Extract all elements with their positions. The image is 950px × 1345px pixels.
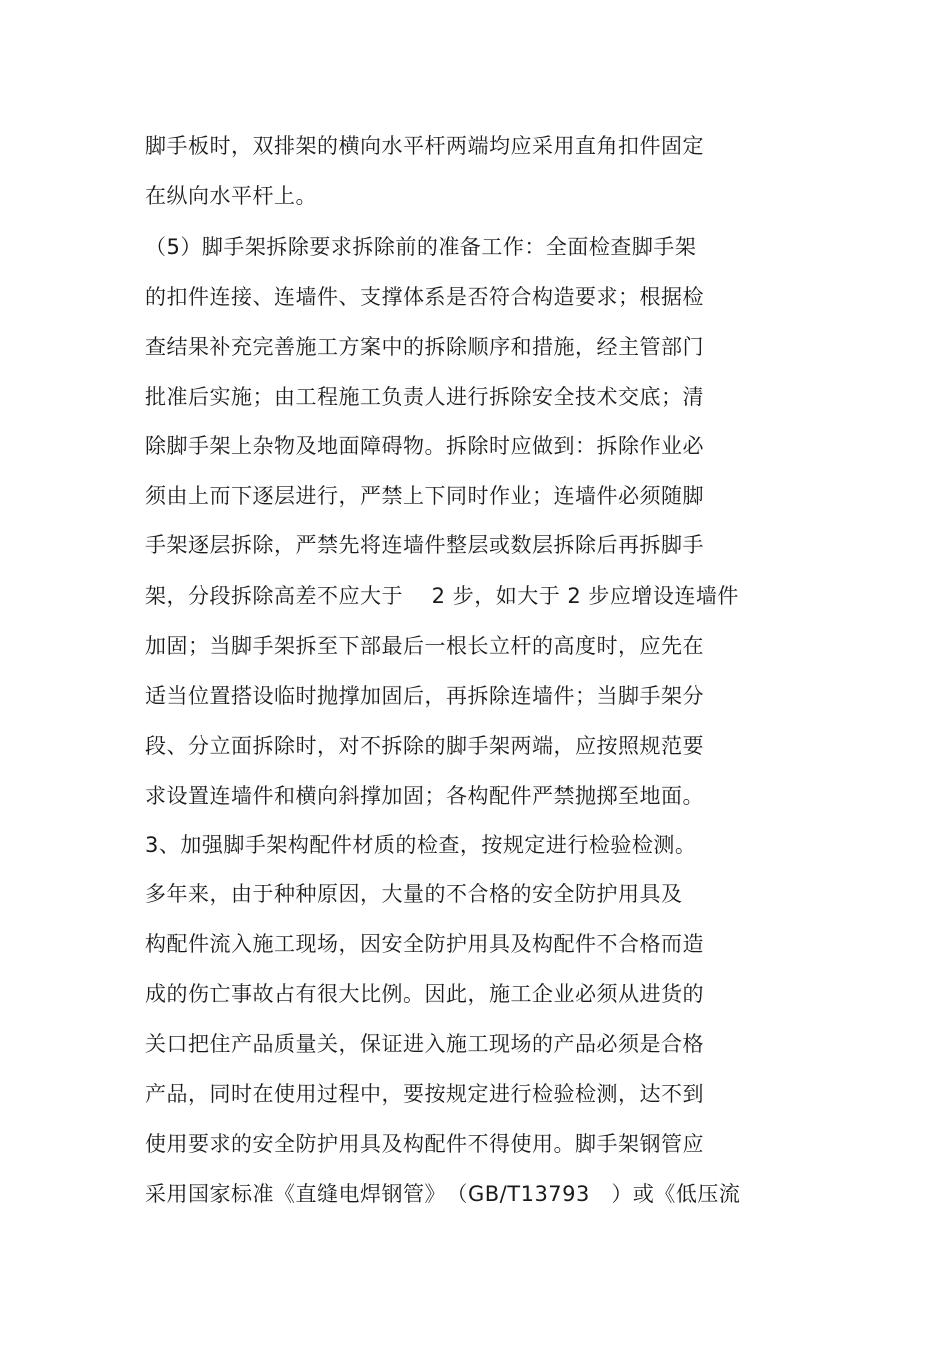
- text-line-19: 关口把住产品质量关，保证进入施工现场的产品必须是合格: [145, 1032, 704, 1056]
- text-line-16: 多年来，由于种种原因，大量的不合格的安全防护用具及: [145, 882, 683, 906]
- text-line-14: 求设置连墙件和横向斜撑加固；各构配件严禁抛掷至地面。: [145, 784, 704, 808]
- text-line-20: 产品，同时在使用过程中，要按规定进行检验检测，达不到: [145, 1082, 704, 1106]
- text-line-2: 在纵向水平杆上。: [145, 184, 317, 208]
- text-line-3: （5）脚手架拆除要求拆除前的准备工作：全面检查脚手架: [145, 235, 697, 259]
- text-line-15: 3、加强脚手架构配件材质的检查，按规定进行检验检测。: [145, 833, 697, 857]
- text-line-17: 构配件流入施工现场，因安全防护用具及构配件不合格而造: [145, 932, 704, 956]
- text-line-4: 的扣件连接、连墙件、支撑体系是否符合构造要求；根据检: [145, 285, 704, 309]
- text-line-1: 脚手板时，双排架的横向水平杆两端均应采用直角扣件固定: [145, 134, 704, 158]
- text-line-6: 批准后实施；由工程施工负责人进行拆除安全技术交底；清: [145, 385, 704, 409]
- text-line-5: 查结果补充完善施工方案中的拆除顺序和措施，经主管部门: [145, 335, 704, 359]
- text-line-10: 架，分段拆除高差不应大于 2 步，如大于 2 步应增设连墙件: [145, 584, 739, 608]
- text-line-9: 手架逐层拆除，严禁先将连墙件整层或数层拆除后再拆脚手: [145, 533, 704, 557]
- text-line-13: 段、分立面拆除时，对不拆除的脚手架两端，应按照规范要: [145, 734, 704, 758]
- text-line-21: 使用要求的安全防护用具及构配件不得使用。脚手架钢管应: [145, 1132, 704, 1156]
- text-line-8: 须由上而下逐层进行，严禁上下同时作业；连墙件必须随脚: [145, 484, 704, 508]
- text-line-12: 适当位置搭设临时抛撑加固后，再拆除连墙件；当脚手架分: [145, 684, 704, 708]
- text-line-11: 加固；当脚手架拆至下部最后一根长立杆的高度时，应先在: [145, 634, 704, 658]
- text-line-22: 采用国家标准《直缝电焊钢管》 （GB/T13793 ）或《低压流: [145, 1182, 741, 1206]
- text-line-18: 成的伤亡事故占有很大比例。因此，施工企业必须从进货的: [145, 982, 704, 1006]
- text-line-7: 除脚手架上杂物及地面障碍物。拆除时应做到：拆除作业必: [145, 434, 704, 458]
